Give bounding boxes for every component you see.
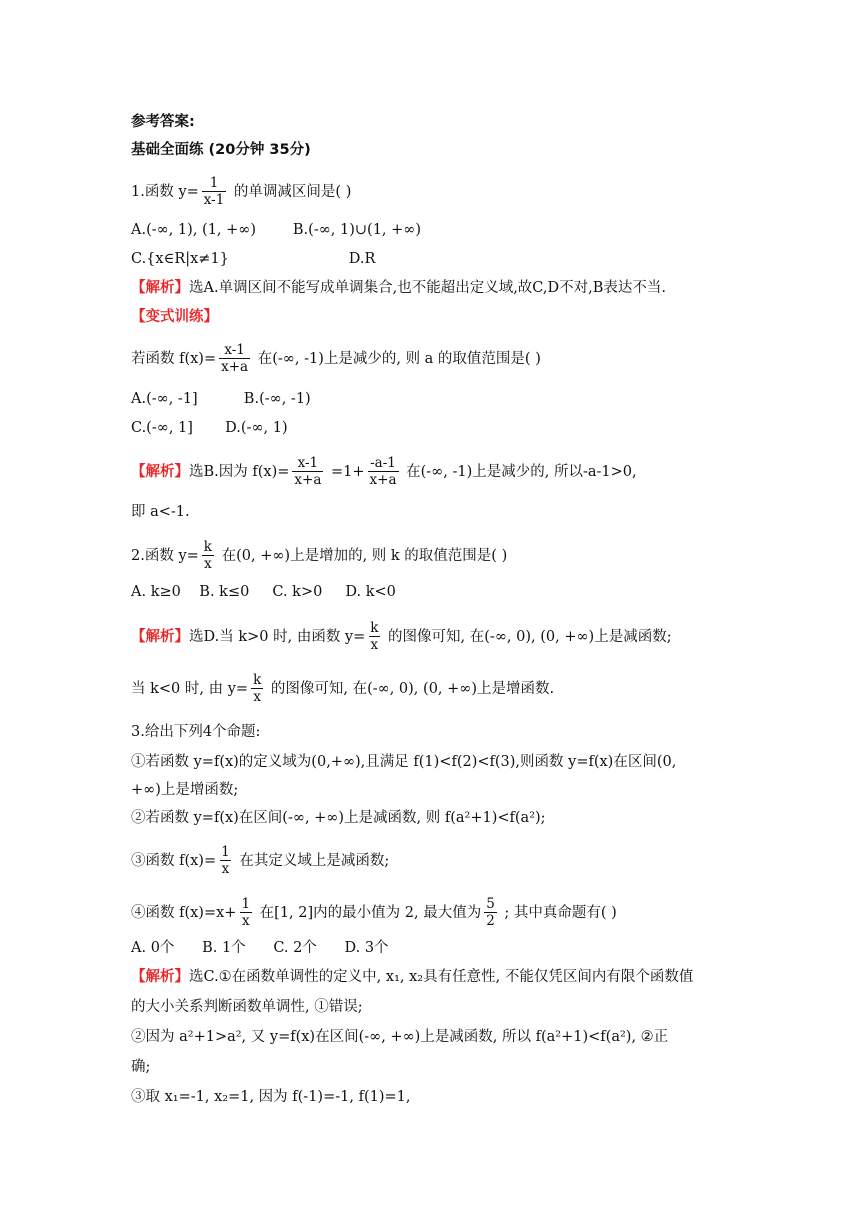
variant-answer-fraction-2 bbox=[368, 456, 399, 488]
q2-answer2-fraction bbox=[251, 673, 263, 705]
q2-fraction bbox=[202, 540, 214, 572]
variant-answer-fraction-1 bbox=[292, 456, 323, 488]
q2-frac-num: k bbox=[203, 539, 212, 555]
variant-stem-post: 在(-∞, -1)上是减少的, 则 a 的取值范围是( ) bbox=[253, 351, 541, 367]
q2-options: A. k≥0 B. k≤0 C. k>0 D. k<0 bbox=[131, 584, 396, 600]
q3-answer-line3: ②因为 a²+1>a², 又 y=f(x)在区间(-∞, +∞)上是减函数, 所以 f(a²+1)<f(a²), ②正 bbox=[131, 1029, 669, 1045]
q2-stem bbox=[131, 540, 507, 572]
q3-p4-frac2-den: 2 bbox=[486, 913, 495, 929]
variant-frac-den: x+a bbox=[221, 359, 249, 375]
q3-p4-fraction-2 bbox=[484, 897, 497, 929]
q1-fraction bbox=[202, 176, 227, 208]
q3-p4-frac-num: 1 bbox=[241, 896, 251, 912]
q2-answer-fraction bbox=[368, 621, 380, 653]
variant-options-ab: A.(-∞, -1] B.(-∞, -1) bbox=[131, 391, 311, 407]
variant-answer-frac2-den: x+a bbox=[369, 472, 397, 488]
q1-stem-post: 的单调减区间是( ) bbox=[229, 184, 352, 200]
q2-answer-frac-num: k bbox=[370, 620, 379, 636]
q2-answer2-post: 的图像可知, 在(-∞, 0), (0, +∞)上是增函数. bbox=[266, 681, 555, 697]
q2-answer bbox=[131, 621, 672, 653]
variant-answer-frac1-den: x+a bbox=[294, 472, 322, 488]
q1-answer-tag: 【解析】 bbox=[131, 280, 189, 296]
variant-stem-pre: 若函数 f(x)= bbox=[131, 351, 217, 367]
q1-answer-text: 选A.单调区间不能写成单调集合,也不能超出定义域,故C,D不对,B表达不当. bbox=[189, 280, 666, 296]
q3-p3-pre: ③函数 f(x)= bbox=[131, 853, 217, 869]
q3-answer-text-1: 选C.①在函数单调性的定义中, x₁, x₂具有任意性, 不能仅凭区间内有限个函数值 bbox=[189, 969, 694, 985]
q1-answer bbox=[131, 278, 666, 298]
q2-answer-frac-den: x bbox=[370, 637, 379, 653]
variant-stem bbox=[131, 343, 541, 375]
q3-p4-frac2-num: 5 bbox=[486, 896, 495, 912]
q3-answer-tag: 【解析】 bbox=[131, 969, 189, 985]
section-title: 基础全面练 (20分钟 35分) bbox=[131, 142, 311, 158]
variant-answer-pre: 选B.因为 f(x)= bbox=[189, 464, 290, 480]
q2-answer-post: 的图像可知, 在(-∞, 0), (0, +∞)上是减函数; bbox=[383, 629, 672, 645]
q3-options: A. 0个 B. 1个 C. 2个 D. 3个 bbox=[131, 940, 389, 956]
q3-p3-fraction bbox=[219, 845, 232, 877]
q1-frac-den: x-1 bbox=[203, 192, 225, 208]
variant-frac-num: x-1 bbox=[224, 342, 245, 358]
q2-frac-den: x bbox=[204, 556, 212, 572]
q3-p4-pre: ④函数 f(x)=x+ bbox=[131, 905, 237, 921]
q1-options-cd: C.{x∈R|x≠1} D.R bbox=[131, 251, 376, 267]
variant-fraction bbox=[219, 343, 250, 375]
variant-answer-tag: 【解析】 bbox=[131, 464, 189, 480]
q2-answer2-pre: 当 k<0 时, 由 y= bbox=[131, 681, 249, 697]
q2-answer-line2 bbox=[131, 673, 554, 705]
q3-answer-line1 bbox=[131, 967, 693, 987]
variant-answer-frac2-num: -a-1 bbox=[370, 455, 396, 471]
q3-answer-line5: ③取 x₁=-1, x₂=1, 因为 f(-1)=-1, f(1)=1, bbox=[131, 1089, 411, 1105]
q2-answer-tag: 【解析】 bbox=[131, 629, 189, 645]
variant-answer-line2: 即 a<-1. bbox=[131, 504, 190, 520]
q3-p3-post: 在其定义域上是减函数; bbox=[234, 853, 390, 869]
q3-p3-frac-num: 1 bbox=[221, 844, 230, 860]
q3-proposition-3 bbox=[131, 845, 389, 877]
q3-p4-mid: 在[1, 2]内的最小值为 2, 最大值为 bbox=[255, 905, 482, 921]
q3-p4-fraction bbox=[239, 897, 252, 929]
q3-answer-line2: 的大小关系判断函数单调性, ①错误; bbox=[131, 999, 363, 1015]
q3-proposition-4 bbox=[131, 897, 617, 929]
variant-answer bbox=[131, 456, 637, 488]
variant-answer-mid: =1+ bbox=[326, 464, 365, 480]
q3-stem: 3.给出下列4个命题: bbox=[131, 724, 261, 740]
q2-answer2-frac-den: x bbox=[253, 689, 261, 705]
q2-answer-pre: 选D.当 k>0 时, 由函数 y= bbox=[189, 629, 366, 645]
q3-p3-frac-den: x bbox=[221, 861, 230, 877]
q3-proposition-1-line1: ①若函数 y=f(x)的定义域为(0,+∞),且满足 f(1)<f(2)<f(3),则函数 y=f(x)在区间(0, bbox=[131, 754, 677, 770]
q2-stem-pre: 2.函数 y= bbox=[131, 548, 199, 564]
q3-answer-line4: 确; bbox=[131, 1059, 151, 1075]
variant-options-cd: C.(-∞, 1] D.(-∞, 1) bbox=[131, 420, 288, 436]
variant-tag: 【变式训练】 bbox=[131, 309, 218, 325]
q3-proposition-1-line2: +∞)上是增函数; bbox=[131, 782, 239, 798]
q1-options-ab: A.(-∞, 1), (1, +∞) B.(-∞, 1)∪(1, +∞) bbox=[131, 222, 422, 238]
q2-stem-post: 在(0, +∞)上是增加的, 则 k 的取值范围是( ) bbox=[216, 548, 508, 564]
q2-answer2-frac-num: k bbox=[253, 672, 262, 688]
variant-answer-frac1-num: x-1 bbox=[297, 455, 319, 471]
q1-stem bbox=[131, 176, 351, 208]
q1-frac-num: 1 bbox=[209, 175, 219, 191]
q3-proposition-2: ②若函数 y=f(x)在区间(-∞, +∞)上是减函数, 则 f(a²+1)<f(a²); bbox=[131, 810, 546, 826]
answers-title: 参考答案: bbox=[131, 114, 195, 130]
q1-stem-pre: 1.函数 y= bbox=[131, 184, 199, 200]
variant-answer-post: 在(-∞, -1)上是减少的, 所以-a-1>0, bbox=[401, 464, 637, 480]
q3-p4-post: ; 其中真命题有( ) bbox=[499, 905, 617, 921]
q3-p4-frac-den: x bbox=[241, 913, 250, 929]
